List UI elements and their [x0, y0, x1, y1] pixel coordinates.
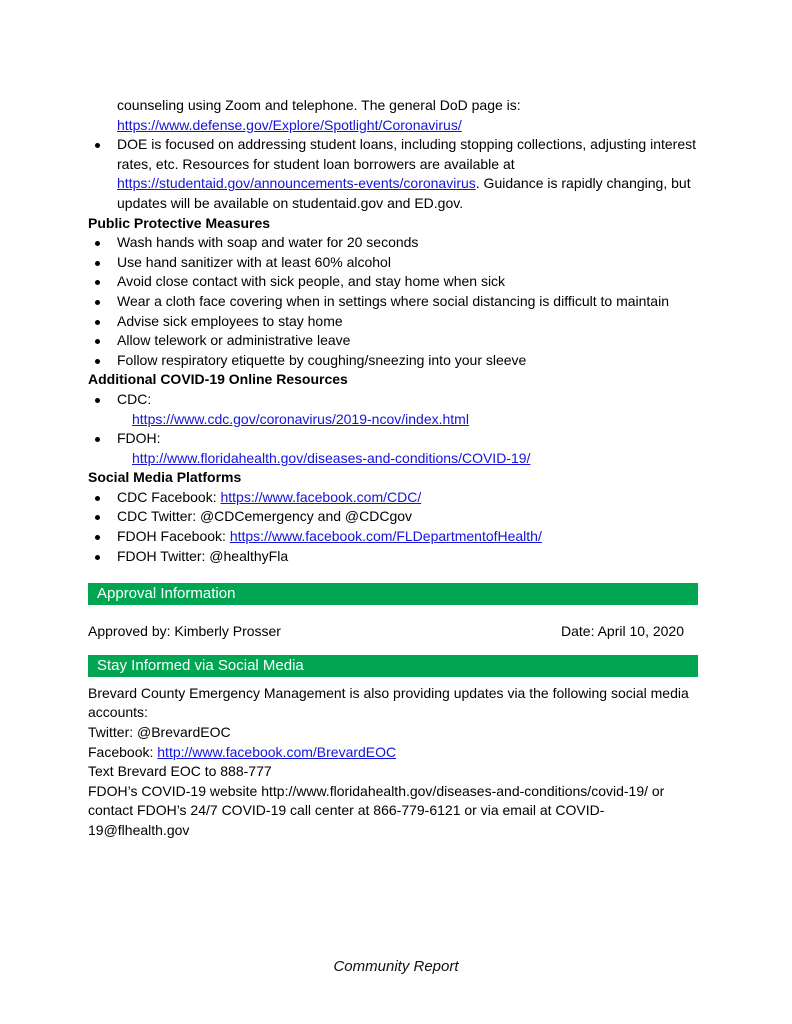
bullet-icon: [95, 261, 100, 266]
brevard-twitter-line: Twitter: @BrevardEOC: [88, 724, 231, 741]
protective-item: [88, 292, 704, 312]
bullet-icon: [95, 398, 100, 403]
protective-item-text: Allow telework or administrative leave: [117, 332, 351, 349]
bullet-icon: [95, 280, 100, 285]
social-item-fdoh-twitter: [88, 547, 704, 567]
resource-item-fdoh: [88, 429, 704, 449]
stay-informed-section: [88, 684, 704, 841]
studentaid-link[interactable]: https://studentaid.gov/announcements-events/coronavirus: [117, 175, 476, 192]
protective-item-text: Use hand sanitizer with at least 60% alcohol: [117, 253, 391, 270]
protective-item-text: Avoid close contact with sick people, and stay home when sick: [117, 273, 506, 290]
bullet-icon: [95, 143, 100, 148]
social-item-fdoh-facebook: [88, 527, 704, 547]
page-footer: Community Report: [333, 958, 459, 975]
protective-measures-heading: Public Protective Measures: [88, 214, 271, 231]
cdc-coronavirus-link[interactable]: https://www.cdc.gov/coronavirus/2019-ncov/index.html: [132, 410, 469, 427]
brevard-facebook-link[interactable]: http://www.facebook.com/BrevardEOC: [157, 743, 397, 760]
social-label: CDC Facebook:: [117, 488, 221, 505]
dod-coronavirus-link[interactable]: https://www.defense.gov/Explore/Spotlight/Coronavirus/: [117, 116, 462, 133]
facebook-label: Facebook:: [88, 743, 158, 760]
stay-informed-bar: Stay Informed via Social Media: [88, 655, 698, 677]
approved-by-text: Approved by: Kimberly Prosser: [88, 623, 281, 640]
approval-row: [88, 622, 704, 642]
social-item-cdc-facebook: [88, 488, 704, 508]
social-label: CDC Twitter: @CDCemergency and @CDCgov: [117, 508, 413, 525]
dod-link-line: [88, 116, 704, 136]
resource-item-cdc: [88, 390, 704, 410]
cdc-facebook-link[interactable]: https://www.facebook.com/CDC/: [220, 488, 422, 505]
intro-continuation-line: counseling using Zoom and telephone. The general DoD page is:: [117, 97, 521, 113]
fdoh-link-line: [88, 449, 704, 469]
protective-item-text: Advise sick employees to stay home: [117, 312, 343, 329]
protective-item: [88, 331, 704, 351]
protective-item: [88, 351, 704, 371]
bullet-icon: [95, 300, 100, 305]
protective-item: [88, 233, 704, 253]
protective-item: [88, 272, 704, 292]
resource-label: FDOH:: [117, 430, 161, 447]
brevard-facebook-line: [88, 743, 704, 763]
approval-information-bar: Approval Information: [88, 583, 698, 605]
fdoh-covid-link[interactable]: http://www.floridahealth.gov/diseases-and-conditions/COVID-19/: [132, 449, 531, 466]
bullet-icon: [95, 515, 100, 520]
bullet-icon: [95, 535, 100, 540]
protective-item-text: Follow respiratory etiquette by coughing/sneezing into your sleeve: [117, 351, 527, 368]
bullet-icon: [95, 241, 100, 246]
social-label: FDOH Facebook:: [117, 528, 230, 545]
doe-text-after: . Guidance is rapidly changing, but updates will be available on studentaid.gov and ED.gov.: [117, 175, 691, 211]
social-label: FDOH Twitter: @healthyFla: [117, 547, 289, 564]
protective-item: [88, 253, 704, 273]
doe-text-before: DOE is focused on addressing student loans, including stopping collections, adjusting interest rates, etc. Resources for student loan borrowers are available at: [117, 136, 697, 172]
bullet-icon: [95, 320, 100, 325]
stay-informed-intro: Brevard County Emergency Management is also providing updates via the following social media accounts:: [88, 684, 689, 721]
protective-item-text: Wear a cloth face covering when in settings where social distancing is difficult to maintain: [117, 292, 669, 309]
fdoh-facebook-link[interactable]: https://www.facebook.com/FLDepartmentofHealth/: [229, 528, 542, 545]
approval-date-text: Date: April 10, 2020: [561, 623, 684, 640]
bullet-icon: [95, 359, 100, 364]
fdoh-contact-line: FDOH’s COVID-19 website http://www.floridahealth.gov/diseases-and-conditions/covid-19/ or contact FDOH’s 24/7 COVID-19 call center at 866-779-6121 or via email at COVID-19@flhealth.gov: [88, 782, 665, 838]
bullet-icon: [95, 555, 100, 560]
protective-item-text: Wash hands with soap and water for 20 seconds: [117, 234, 419, 251]
social-item-cdc-twitter: [88, 507, 704, 527]
protective-item: [88, 312, 704, 332]
text-eoc-line: Text Brevard EOC to 888-777: [88, 763, 272, 780]
cdc-link-line: [88, 410, 704, 430]
document-content: [88, 96, 704, 841]
bullet-icon: [95, 437, 100, 442]
online-resources-heading: Additional COVID-19 Online Resources: [88, 371, 348, 388]
social-platforms-heading: Social Media Platforms: [88, 469, 242, 486]
bullet-icon: [95, 496, 100, 501]
bullet-icon: [95, 339, 100, 344]
resource-label: CDC:: [117, 390, 152, 407]
doe-bullet-item: [88, 135, 704, 213]
